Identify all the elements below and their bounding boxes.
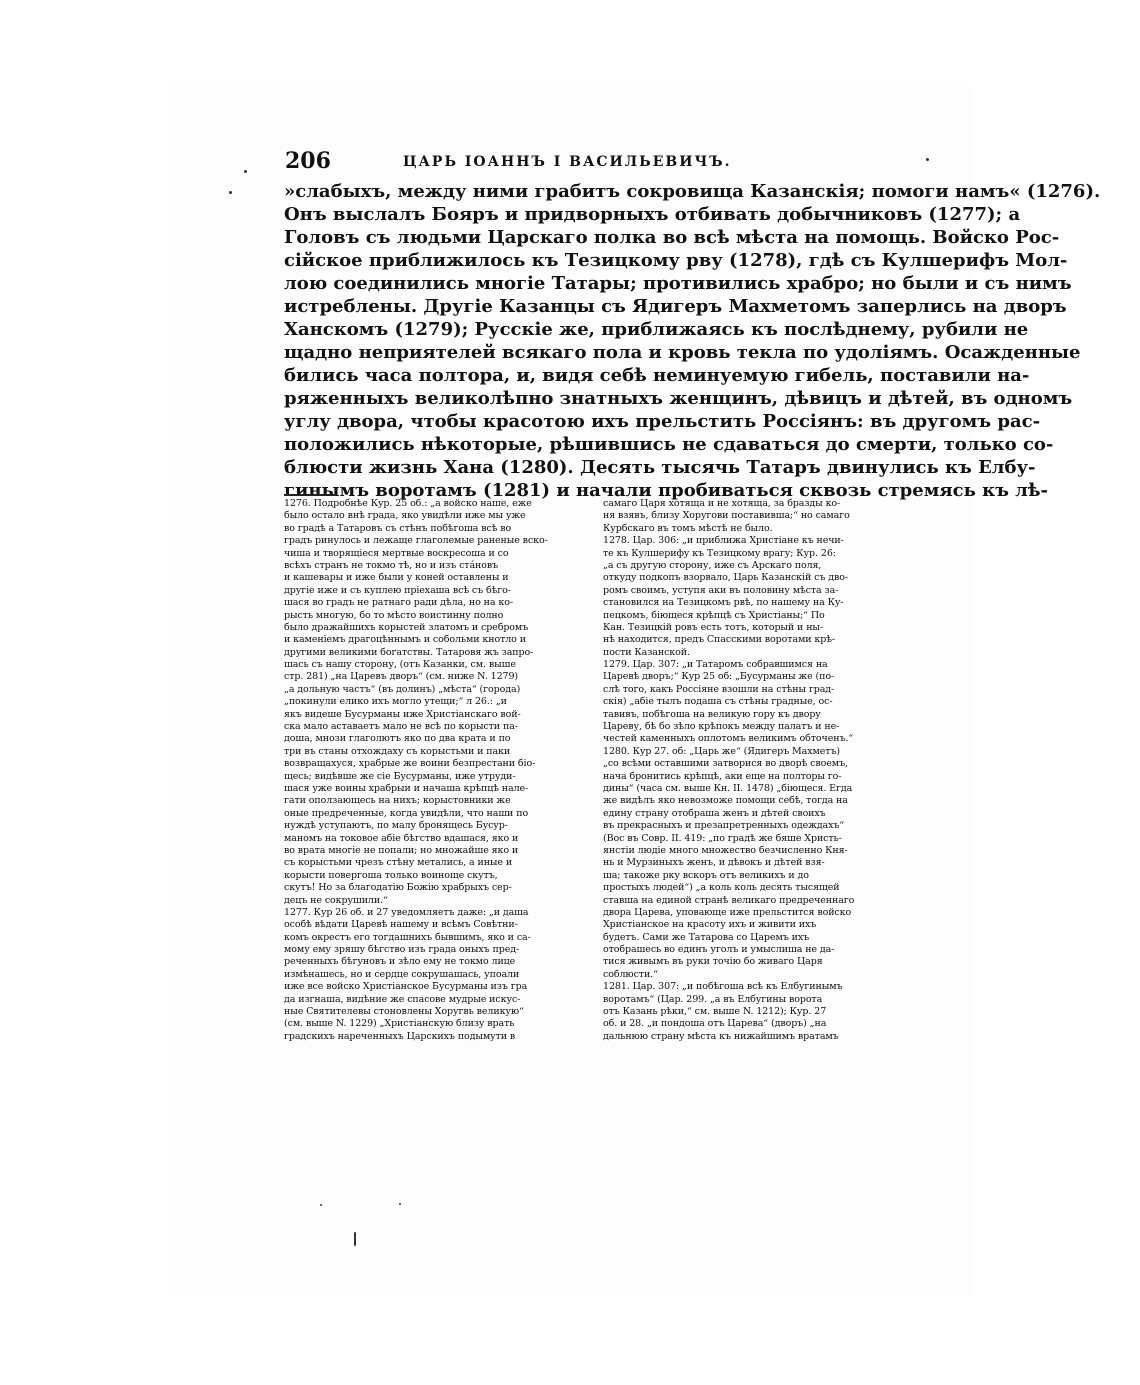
footnote-line: Кан. Тезицкій ровъ есть тотъ, который и ны- xyxy=(603,621,823,633)
footnote-line: будетъ. Сами же Татарова со Царемъ ихъ xyxy=(603,931,810,943)
footnote-line: слѣ того, какъ Россіяне взошли на стѣны град- xyxy=(603,683,835,695)
footnote-line: Христіанское на красоту ихъ и живити ихъ xyxy=(603,919,817,931)
footnote-line: рысть многую, бо то мѣсто воистинну полно xyxy=(284,609,504,621)
page-header xyxy=(285,148,915,176)
footnote-line: скія) „абіе тылъ подаша съ стѣны градные, ос- xyxy=(603,696,833,708)
footnote-line: янстіи людіе много множество безчисленно Кня- xyxy=(603,844,848,856)
footnote-line: ска мало аставаетъ мало не всѣ по корысти па- xyxy=(284,721,518,733)
footnote-line: дальнюю страну мѣста къ нижайшимъ вратамъ xyxy=(603,1030,839,1042)
footnote-line: Курбскаго въ томъ мѣстѣ не было. xyxy=(603,522,773,534)
footnote-line: чиша и творящіеся мертвые воскресоша и со xyxy=(284,547,509,559)
footnote-line: нуждѣ уступаютъ, по малу бронящесь Бусур- xyxy=(284,820,508,832)
footnote-line: децъ не сокрушили.“ xyxy=(284,894,388,906)
footnote-line: реченныхъ бѣгуновъ и зѣло ему не токмо лице xyxy=(284,956,516,968)
footnotes-right-column xyxy=(603,498,913,1043)
footnote-line: было остало внѣ града, яко увидѣли иже мы уже xyxy=(284,510,526,522)
footnote-line: во градѣ а Татаровъ съ стѣнъ побѣгоша всѣ во xyxy=(284,522,512,534)
text-line: Онъ выслалъ Бояръ и придворныхъ отбивать добычниковъ (1277); а xyxy=(284,204,1021,225)
footnote-line: оные предреченные, когда увидѣли, что наши по xyxy=(284,807,529,819)
footnote-line: доша, мнози глаголютъ яко по два крата и по xyxy=(284,733,511,745)
footnote-line: „покинули елико ихъ могло утещи;“ л 26.: „и xyxy=(284,696,507,708)
footnote-line: гати оползающесь на нихъ; корыстовники же xyxy=(284,795,511,807)
footnote-line: (см. выше N. 1229) „Христіанскую близу врать xyxy=(284,1018,515,1030)
footnote-line: те къ Кулшерифу къ Тезицкому врагу; Кур. 26: xyxy=(603,547,836,559)
footnote-line: „со всѣми оставшими затворися во дворѣ своемъ, xyxy=(603,758,848,770)
scan-speck xyxy=(229,191,232,194)
footnote-line: тавивъ, побѣгоша на великую гору къ двору xyxy=(603,708,821,720)
footnote-line: „а съ другую сторону, иже съ Арскаго поля, xyxy=(603,559,822,571)
footnote-line: щесь; видѣвше же сіе Бусурманы, иже утруди- xyxy=(284,770,516,782)
footnote-line: честей каменныхъ оплотомъ великимъ обточенъ.“ xyxy=(603,733,854,745)
footnote-line: Цареву, бѣ бо зѣло крѣпокъ между палатъ и не- xyxy=(603,721,840,733)
footnote-line: пости Казанской. xyxy=(603,646,690,658)
footnote-line: три въ станы отхождаху съ корыстьми и паки xyxy=(284,745,511,757)
footnote-line: едину страну отобраша женъ и дѣтей своихъ xyxy=(603,807,826,819)
footnote-line: ставша на единой странѣ великаго предреченнаго xyxy=(603,894,855,906)
footnote-line: всѣхъ странъ не токмо тѣ, но и изъ стáновъ xyxy=(284,559,499,571)
footnote-line: тися живымъ въ руки точію бо живаго Царя xyxy=(603,956,823,968)
footnote-line: особѣ вѣдати Царевѣ нашему и всѣмъ Совѣтни- xyxy=(284,919,518,931)
footnote-line: (Вос въ Совр. II. 419: „по градѣ же бяше Христь- xyxy=(603,832,842,844)
text-line: положились нѣкоторые, рѣшившись не сдаваться до смерти, только со- xyxy=(284,434,1054,455)
footnote-line: ша; такоже рку вскоръ отъ великихъ и до xyxy=(603,869,809,881)
footnote-line: самаго Царя хотяща и не хотяща, за бразды ко- xyxy=(603,498,841,509)
scan-speck xyxy=(320,1204,322,1206)
footnote-line: шась съ нашу сторону, (отъ Казанки, см. выше xyxy=(284,659,516,671)
scan-speck xyxy=(244,170,247,173)
footnote-line: стр. 281) „на Царевъ дворъ“ (см. ниже N. 1279) xyxy=(284,671,519,683)
text-line: бились часа полтора, и, видя себѣ неминуемую гибель, поставили на- xyxy=(284,365,1030,386)
main-text xyxy=(284,180,1101,502)
footnote-line: корысти повергоша только воиноще скутъ, xyxy=(284,869,498,881)
footnote-line: двора Царева, уповающе иже прельстится войско xyxy=(603,906,852,918)
footnote-line: было дражайшихъ корыстей златомъ и сребромъ xyxy=(284,621,529,633)
text-line: сійское приближилось къ Тезицкому рву (1278), гдѣ съ Кулшерифъ Мол- xyxy=(284,250,1068,271)
footnotes-left-column xyxy=(284,498,594,1043)
footnote-line: съ корыстьми чрезъ стѣну метались, а иные и xyxy=(284,857,513,869)
footnote-line: другими великими богатствы. Татаровя жъ запро- xyxy=(284,646,534,658)
footnote-line: нача бронитись крѣпцѣ, аки еще на полторы го- xyxy=(603,770,842,782)
text-line: истреблены. Другіе Казанцы съ Ядигеръ Махметомъ заперлись на дворъ xyxy=(284,296,1067,317)
scan-speck xyxy=(354,1232,356,1246)
text-line: блюсти жизнь Хана (1280). Десять тысячь Татаръ двинулись къ Елбу- xyxy=(284,457,1036,478)
text-line: углу двора, чтобы красотою ихъ прельстить Россіянъ: въ другомъ рас- xyxy=(284,411,1041,432)
footnote-line: отобрашесь во единъ уголъ и умыслиша не да- xyxy=(603,944,835,956)
text-line: Ханскомъ (1279); Русскіе же, приближаясь къ послѣднему, рубили не xyxy=(284,319,1029,340)
footnote-line: 1277. Кур 26 об. и 27 уведомляетъ даже: „и даша xyxy=(284,906,529,918)
footnote-line: пецкомъ, біющеся крѣпцѣ съ Христіаны;“ По xyxy=(603,609,825,621)
footnote-line: отъ Казань рѣки,“ см. выше N. 1212); Кур. 27 xyxy=(603,1006,827,1018)
footnote-line: 1278. Цар. 306: „и приближа Христіане къ нечи- xyxy=(603,535,844,547)
footnote-line: ные Святителевы стоновлены Хоругвь великую“ xyxy=(284,1006,524,1018)
footnote-line: въ прекрасныхъ и презапретренныхъ одеждахъ“ xyxy=(603,820,845,832)
scan-speck xyxy=(399,1203,401,1205)
footnote-line: становился на Тезицкомъ рвѣ, по нашему на Ку- xyxy=(603,597,844,609)
footnote-line: комъ окрестъ его тогдашнихъ бывшимъ, яко и са- xyxy=(284,931,531,943)
footnote-line: нѣ находится, предъ Спасскими воротами крѣ- xyxy=(603,634,835,646)
footnote-line: ромъ своимъ, уступя аки въ половину мѣста за- xyxy=(603,584,839,596)
footnote-line: нь и Мурзиныхъ женъ, и дѣвокъ и дѣтей взя- xyxy=(603,857,825,869)
footnote-line: дины“ (часа см. выше Кн. II. 1478) „біющеся. Егда xyxy=(603,782,853,794)
footnote-line: 1281. Цар. 307: „и побѣгоша всѣ къ Елбугинымъ xyxy=(603,981,843,993)
footnote-line: якъ видеше Бусурманы иже Христіанскаго вой- xyxy=(284,708,521,720)
footnote-separator xyxy=(284,494,336,496)
scan-speck xyxy=(926,158,929,161)
footnote-line: 1276. Подробнѣе Кур. 25 об.: „а войско наше, еже xyxy=(284,498,532,509)
footnote-line: возвращахуся, храбрые же воини безпрестани біо- xyxy=(284,758,536,770)
footnote-line: измѣнашесь, но и сердце сокрушашась, упоали xyxy=(284,968,520,980)
footnote-line: простыхъ людей“) „а коль коль десять тысящей xyxy=(603,882,840,894)
footnote-line: 1279. Цар. 307: „и Татаромъ собравшимся на xyxy=(603,659,828,671)
footnote-line: соблюсти.“ xyxy=(603,968,658,980)
text-line: Головъ съ людьми Царскаго полка во всѣ мѣста на помощь. Войско Рос- xyxy=(284,227,1060,248)
footnote-line: градскихъ нареченныхъ Царскихъ подымути в xyxy=(284,1030,516,1042)
footnote-line: иже все войско Христіанское Бусурманы изъ гра xyxy=(284,981,528,993)
text-line: щадно неприятелей всякаго пола и кровь текла по удолiямъ. Осажденные xyxy=(284,342,1081,363)
footnote-line: маномъ на токовое абіе бѣгство вдашася, яко и xyxy=(284,832,519,844)
footnote-line: градъ ринулось и лежаще глаголемые раненые вско- xyxy=(284,535,548,547)
text-line: гинымъ воротамъ (1281) и начали пробиваться сквозь стремясь къ лѣ- xyxy=(284,480,1048,501)
text-line: лою соединились многіе Татары; противились храбро; но были и съ нимъ xyxy=(284,273,1072,294)
footnote-line: скутъ! Но за благодатію Божію храбрыхъ сер- xyxy=(284,882,512,894)
footnote-line: другіе иже и съ куплею пріехаша всѣ съ бѣго- xyxy=(284,584,511,596)
footnote-line: откуду подкопъ взорвало, Царь Казанскій съ дво- xyxy=(603,572,848,584)
footnote-line: во врата многіе не попали; но множайше яко и xyxy=(284,844,519,856)
footnote-line: воротамъ“ (Цар. 299. „а въ Елбугины ворота xyxy=(603,993,823,1005)
footnote-line: мому ему зряшу бѣгство изъ града оныхъ пред- xyxy=(284,944,520,956)
running-head: ЦАРЬ ІОАННЪ І ВАСИЛЬЕВИЧЪ. xyxy=(403,154,732,170)
footnote-line: Царевѣ дворъ;“ Кур 25 об: „Бусурманы же (по- xyxy=(603,671,835,683)
footnote-line: да изгнаша, видѣние же спасове мудрые искус- xyxy=(284,993,521,1005)
footnote-line: и каменіемъ драгоцѣннымъ и собольми кнотло и xyxy=(284,634,526,646)
footnote-line: и кашевары и иже были у коней оставлены и xyxy=(284,572,509,584)
footnote-line: ня взявъ, близу Хоругови поставивша;“ но самаго xyxy=(603,510,850,522)
footnote-line: же видѣлъ яко невозможе помощи себѣ, тогда на xyxy=(603,795,848,807)
footnote-line: об. и 28. „и пондоша отъ Царева“ (дворъ) „на xyxy=(603,1018,827,1030)
text-line: »слабыхъ, между ними грабитъ сокровища Казанскія; помоги намъ« (1276). xyxy=(284,181,1101,202)
text-line: ряженныхъ великолѣпно знатныхъ женщинъ, дѣвицъ и дѣтей, въ одномъ xyxy=(284,388,1073,409)
footnote-line: „а дольную частъ“ (въ долинъ) „мѣста“ (города) xyxy=(284,683,521,695)
page-number: 206 xyxy=(285,148,331,174)
footnote-line: шася уже воины храбрыи и начаша крѣпцѣ нале- xyxy=(284,782,529,794)
footnote-line: 1280. Кур 27. об: „Царь же“ (Ядигеръ Махметъ) xyxy=(603,745,840,757)
footnote-line: шася во градъ не ратнаго ради дѣла, но на ко- xyxy=(284,597,513,609)
